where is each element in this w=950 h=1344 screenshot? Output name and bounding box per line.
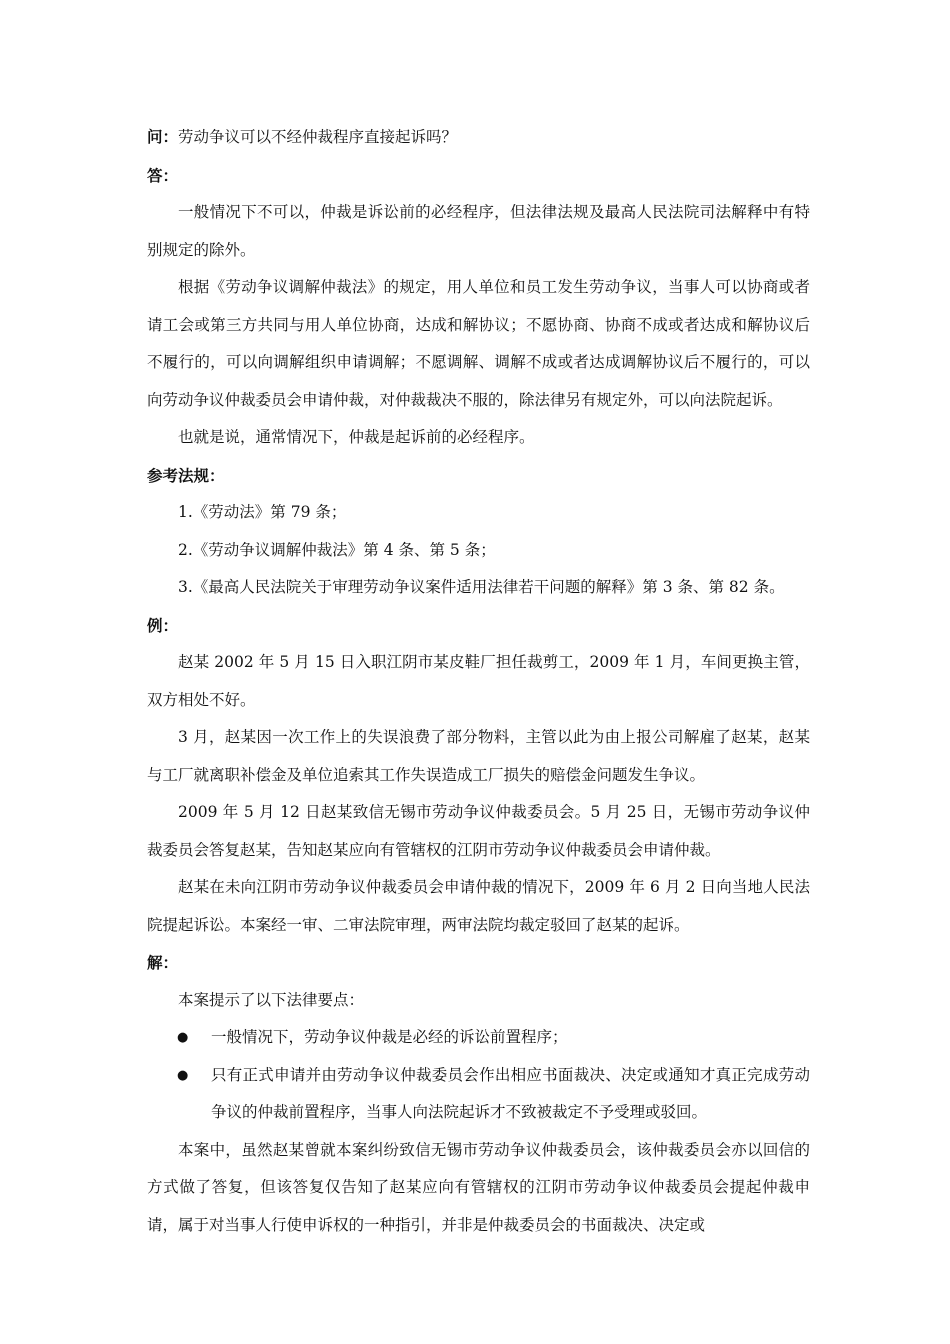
analysis-label: 解：: [147, 953, 179, 972]
bullet-dot-icon: ●: [177, 1030, 189, 1045]
document-body: [147, 118, 810, 1244]
question-text: 劳动争议可以不经仲裁程序直接起诉吗？: [178, 128, 458, 146]
bullet-text-continued: 成劳动争议的仲裁前置程序，当事人向法院起诉才不致被裁定不予受理或驳回。: [211, 1065, 810, 1121]
reference-item: 2.《劳动争议调解仲裁法》第 4 条、第 5 条；: [178, 540, 496, 559]
bullet-dot-icon: ●: [177, 1067, 189, 1083]
answer-paragraph: 也就是说，通常情况下，仲裁是起诉前的必经程序。: [178, 428, 535, 446]
example-paragraph: 赵某在未向江阴市劳动争议仲裁委员会申请仲裁的情况下，2009 年 6 月 2 日向当地人民法院提起诉讼。本案经一审、二审法院审理，两审法院均裁定驳回了赵某的起诉。: [147, 878, 810, 934]
analysis-closing: 本案中，虽然赵某曾就本案纠纷致信无锡市劳动争议仲裁委员会，该仲裁委员会亦以回信的方式做了答复，但该答复仅告知了赵某应向有管辖权的江阴市劳动争议仲裁委员会提起仲裁申请，属于对当事人行使申诉权的一种指引，并非是仲裁委员会的书面裁决、决定或: [147, 1140, 810, 1234]
analysis-bullet: [147, 1057, 810, 1132]
question-label: 问：: [147, 127, 179, 146]
reference-item: 3.《最高人民法院关于审理劳动争议案件适用法律若干问题的解释》第 3 条、第 82 条。: [178, 578, 785, 596]
example-paragraph: 赵某 2002 年 5 月 15 日入职江阴市某皮鞋厂担任裁剪工，2009 年 1 月，车间更换主管，双方相处不好。: [147, 653, 810, 709]
question-line: [147, 118, 810, 157]
example-paragraph: 3 月，赵某因一次工作上的失误浪费了部分物料，主管以此为由上报公司解雇了赵某，赵某与工厂就离职补偿金及单位追索其工作失误造成工厂损失的赔偿金问题发生争议。: [147, 728, 810, 784]
bullet-text: 一般情况下，劳动争议仲裁是必经的诉讼前置程序；: [211, 1028, 568, 1046]
bullet-text: 只有正式申请并由劳动争议仲裁委员会作出相应书面裁决、决定或通知才真正完: [211, 1065, 763, 1084]
answer-paragraph: 一般情况下不可以，仲裁是诉讼前的必经程序，但法律法规及最高人民法院司法解释中有特别规定的除外。: [147, 203, 810, 259]
example-label: 例：: [147, 615, 179, 635]
reference-item: 1.《劳动法》第 79 条；: [178, 503, 347, 521]
references-label: 参考法规：: [147, 465, 225, 485]
answer-paragraph: 根据《劳动争议调解仲裁法》的规定，用人单位和员工发生劳动争议，当事人可以协商或者请工会或第三方共同与用人单位协商，达成和解协议；不愿协商、协商不成或者达成和解协议后不履行的，可以向调解组织申请调解；不愿调解、调解不成或者达成调解协议后不履行的，可以向劳动争议仲裁委员会申请仲裁，对仲裁裁决不服的，除法律另有规定外，可以向法院起诉。: [147, 278, 810, 409]
analysis-bullet: [147, 1019, 810, 1057]
analysis-intro: 本案提示了以下法律要点：: [178, 990, 365, 1009]
example-paragraph: 2009 年 5 月 12 日赵某致信无锡市劳动争议仲裁委员会。5 月 25 日，无锡市劳动争议仲裁委员会答复赵某，告知赵某应向有管辖权的江阴市劳动争议仲裁委员会申请仲裁。: [147, 803, 810, 859]
answer-label: 答：: [147, 165, 179, 185]
